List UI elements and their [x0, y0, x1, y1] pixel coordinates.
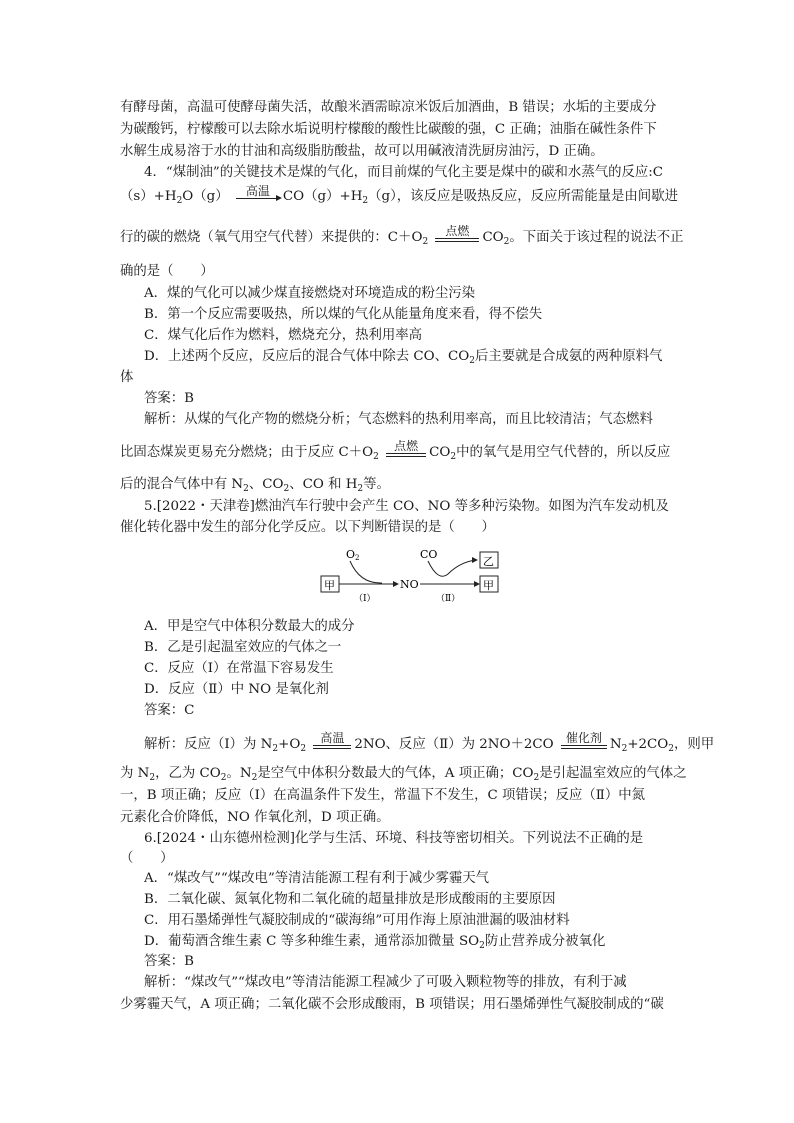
text-fragment: 。下面关于该过程的说法不正 [509, 230, 684, 245]
explanation-6: 解析：“煤改气”“煤改电”等清洁能源工程减少了可吸入颗粒物等的排放，有利于减 [144, 975, 627, 990]
answer-6: 答案：B [144, 954, 195, 969]
text-fragment: 、CO [248, 477, 284, 492]
subscript: 2 [149, 773, 156, 783]
step-2-label: （Ⅱ） [436, 594, 461, 604]
condition-label: 高温 [245, 184, 270, 198]
text-fragment: 等。 [363, 477, 390, 492]
text-fragment: 是空气中体积分数最大的气体，A 项正确；CO [257, 766, 534, 781]
yi-label: 乙 [483, 555, 494, 568]
option-c: C．煤气化后作为燃料，燃烧充分，热利用率高 [144, 328, 423, 343]
subscript: 2 [479, 941, 485, 951]
option-c: C．反应（Ⅰ）在常温下容易发生 [144, 661, 334, 676]
text-fragment: （g），该反应是吸热反应，反应所需能量是由间歇进 [368, 189, 678, 204]
answer-4: 答案：B [144, 391, 195, 406]
arrowhead-icon [474, 581, 480, 587]
question-6-stem: 6.[2024・山东德州检测]化学与生活、环境、科技等密切相关。下列说法不正确的是 [144, 831, 644, 846]
condition-label: 催化剂 [565, 731, 602, 745]
jia-right-label: 甲 [483, 579, 494, 592]
reaction-equals-high-temp [313, 732, 351, 755]
subscript: 2 [621, 744, 628, 754]
option-a: A．甲是空气中体积分数最大的成分 [144, 619, 355, 634]
subscript: 2 [220, 773, 227, 783]
text-fragment: （s）+H [120, 189, 177, 204]
text-line: 一，B 项正确；反应（Ⅰ）在高温条件下发生，常温下不发生，C 项错误；反应（Ⅱ）中氮 [120, 788, 646, 803]
reaction-diagram [320, 546, 500, 604]
answer-5: 答案：C [144, 703, 195, 718]
text-fragment: 、CO 和 H [289, 477, 358, 492]
text-fragment: 2NO、反应（Ⅱ）为 2NO＋2CO [354, 737, 554, 752]
subscript: 2 [450, 452, 457, 462]
option-c: C．用石墨烯弹性气凝胶制成的“碳海绵”可用作海上原油泄漏的吸油材料 [144, 913, 570, 928]
question-4-equation-line [120, 185, 678, 207]
explanation-5-line-1 [144, 732, 714, 755]
text-line: 确的是（ ） [120, 264, 214, 279]
text-line: 少雾霾天气，A 项正确；二氧化碳不会形成酸雨，B 项错误；用石墨烯弹性气凝胶制成的“碳 [120, 997, 664, 1012]
double-line-icon [561, 745, 607, 749]
text-fragment: 。N [226, 766, 252, 781]
text-fragment: +2CO [627, 737, 669, 752]
text-fragment: 防止营养成分被氧化 [484, 934, 606, 949]
arrow-icon [236, 198, 280, 199]
text-fragment: CO [482, 230, 504, 245]
question-4-stem: 4．“煤制油”的关键技术是煤的气化，而目前煤的气化主要是煤中的碳和水蒸气的反应:C [144, 165, 664, 180]
condition-label: 高温 [320, 731, 345, 745]
subscript: 2 [283, 484, 290, 494]
question-4-equation-line-2 [120, 225, 683, 248]
o2-curve [350, 561, 382, 583]
option-d: D．反应（Ⅱ）中 NO 是氧化剂 [144, 682, 329, 697]
text-fragment: D．上述两个反应，反应后的混合气体中除去 CO、CO [144, 349, 470, 364]
double-line-icon [435, 238, 479, 242]
text-fragment: 行的碳的燃烧（氧气用空气代替）来提供的：C＋O [120, 230, 423, 245]
text-fragment: +O [278, 737, 301, 752]
o2-label: O2 [346, 548, 360, 562]
co-label: CO [420, 548, 438, 561]
explanation-4-line-2 [120, 440, 670, 463]
text-line: 水解生成易溶于水的甘油和高级脂肪酸盐，故可以用碱液清洗厨房油污，D 正确。 [120, 144, 604, 159]
text-line: 体 [120, 370, 134, 385]
text-fragment: O（g） [182, 189, 229, 204]
step-1-label: （Ⅰ） [354, 594, 376, 604]
jia-left-label: 甲 [324, 579, 335, 592]
text-fragment: CO [429, 445, 451, 460]
option-a: A．煤的气化可以减少煤直接燃烧对环境造成的粉尘污染 [144, 286, 476, 301]
text-line: 为碳酸钙，柠檬酸可以去除水垢说明柠檬酸的酸性比碳酸的强，C 正确；油脂在碱性条件下 [120, 122, 657, 137]
double-line-icon [386, 453, 426, 457]
text-fragment: 为 N [120, 766, 150, 781]
subscript: 2 [251, 773, 258, 783]
subscript: 2 [176, 196, 183, 206]
condition-label: 点燃 [394, 439, 419, 453]
text-fragment: 中的氧气是用空气代替的，所以反应 [456, 445, 671, 460]
text-line: （ ） [120, 851, 174, 866]
subscript: 2 [300, 744, 307, 754]
arrowhead-icon [393, 581, 399, 587]
no-label: NO [400, 578, 419, 591]
subscript: 2 [668, 744, 675, 754]
option-b: B．二氧化碳、氮氧化物和二氧化硫的超量排放是形成酸雨的主要原因 [144, 892, 556, 907]
subscript: 2 [503, 237, 510, 247]
text-fragment: ，则甲 [674, 737, 715, 752]
reaction-equals-catalyst [561, 732, 607, 755]
explanation-4-line-3 [120, 475, 390, 495]
text-fragment: D．葡萄酒含维生素 C 等多种维生素，通常添加微量 SO [144, 934, 480, 949]
co-curve [428, 560, 476, 576]
explanation-5-line-2 [120, 764, 687, 784]
option-d [144, 347, 662, 367]
question-5-stem: 5.[2022・天津卷]燃油汽车行驶中会产生 CO、NO 等多种污染物。如图为汽车发动机及 [144, 499, 669, 514]
text-fragment: 是引起温室效应的气体之 [539, 766, 687, 781]
text-fragment: ，乙为 CO [155, 766, 221, 781]
subscript: 2 [469, 356, 475, 366]
text-fragment: 后主要就是合成氨的两种原料气 [475, 349, 663, 364]
text-fragment: 解析：反应（Ⅰ）为 N [144, 737, 273, 752]
text-line: 催化转化器中发生的部分化学反应。以下判断错误的是（ ） [120, 520, 495, 535]
option-b: B．第一个反应需要吸热，所以煤的气化从能量角度来看，得不偿失 [144, 307, 543, 322]
condition-label: 点燃 [445, 224, 470, 238]
subscript: 2 [373, 452, 379, 462]
option-a: A．“煤改气”“煤改电”等清洁能源工程有利于减少雾霾天气 [144, 871, 490, 886]
text-fragment: 后的混合气体中有 N [120, 477, 244, 492]
text-fragment: CO（g）+H [282, 189, 363, 204]
text-fragment: N [609, 737, 622, 752]
text-line: 元素化合价降低，NO 作氧化剂，D 项正确。 [120, 810, 390, 825]
text-line: 有酵母菌，高温可使酵母菌失活，故酿米酒需晾凉米饭后加酒曲，B 错误；水垢的主要成分 [120, 100, 657, 115]
reaction-diagram-svg [320, 546, 500, 604]
double-line-icon [313, 745, 351, 749]
subscript: 2 [272, 744, 279, 754]
subscript: 2 [533, 773, 540, 783]
option-b: B．乙是引起温室效应的气体之一 [144, 640, 342, 655]
explanation-4: 解析：从煤的气化产物的燃烧分析；气态燃料的热利用率高，而且比较清洁；气态燃料 [144, 412, 653, 427]
reaction-equals-ignite [435, 225, 479, 248]
option-d [144, 932, 605, 952]
subscript: 2 [422, 237, 429, 247]
arrowhead-icon [472, 557, 478, 563]
text-fragment: 比固态煤炭更易充分燃烧；由于反应 C＋O [120, 445, 374, 460]
subscript: 2 [357, 484, 364, 494]
reaction-arrow-high-temp [236, 185, 280, 207]
reaction-equals-ignite [386, 440, 426, 463]
subscript: 2 [243, 484, 249, 494]
subscript: 2 [362, 196, 369, 206]
